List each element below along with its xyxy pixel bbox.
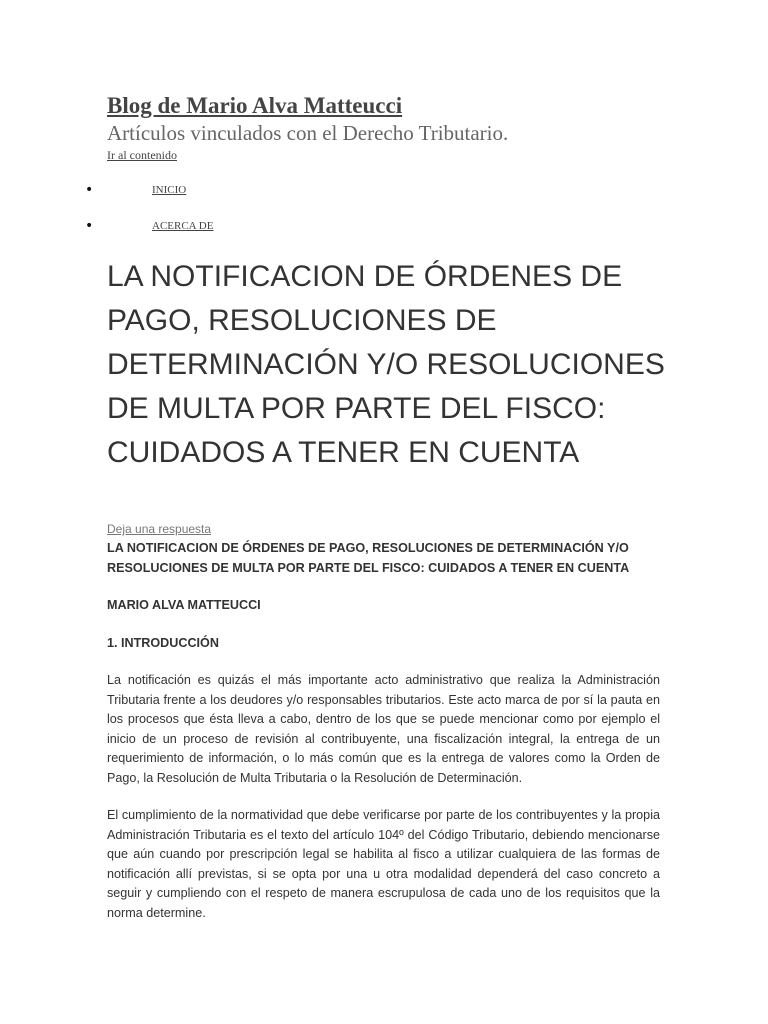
post-content-heading: LA NOTIFICACION DE ÓRDENES DE PAGO, RESOLUCIONES DE DETERMINACIÓN Y/O RESOLUCIONES DE MULTA POR PARTE DEL FISCO: CUIDADOS A TENER EN CUENTA	[107, 541, 630, 575]
post-title: LA NOTIFICACION DE ÓRDENES DE PAGO, RESOLUCIONES DE DETERMINACIÓN Y/O RESOLUCIONES DE MULTA POR PARTE DEL FISCO: CUIDADOS A TENER EN CUENTA	[107, 260, 665, 469]
skip-to-content-link[interactable]: Ir al contenido	[107, 148, 177, 162]
nav-item-acerca-de	[0, 216, 400, 236]
section-title: 1. INTRODUCCIÓN	[107, 635, 219, 650]
leave-reply-link[interactable]: Deja una respuesta	[107, 522, 212, 536]
blog-tagline: Artículos vinculados con el Derecho Tributario.	[107, 121, 509, 145]
nav-item-inicio	[0, 180, 400, 200]
bullet-icon: •	[85, 182, 94, 198]
bullet-icon: •	[85, 218, 94, 234]
paragraph: La notificación es quizás el más importante acto administrativo que realiza la Administración Tributaria frente a los deudores y/o responsables tributarios. Este acto marca de por sí la pauta en los procesos que ésta lleva a cabo, dentro de los que se puede mencionar como por ejemplo el inicio de un proceso de revisión al contribuyente, una fiscalización integral, la entrega de un requerimiento de información, o lo más común que es la entrega de valores como la Orden de Pago, la Resolución de Multa Tributaria o la Resolución de Determinación.	[107, 673, 660, 785]
post-content	[107, 539, 660, 941]
nav-link-acerca-de[interactable]: ACERCA DE	[152, 220, 214, 232]
post-author: MARIO ALVA MATTEUCCI	[107, 598, 261, 612]
nav-link-inicio[interactable]: INICIO	[152, 184, 187, 196]
paragraph: El cumplimiento de la normatividad que debe verificarse por parte de los contribuyentes y la propia Administración Tributaria es el texto del artículo 104º del Código Tributario, debiendo mencionarse que aún cuando por prescripción legal se habilita al fisco a utilizar cualquiera de las formas de notificación allí previstas, si se opta por una u otra modalidad dependerá del caso concreto a seguir y cumpliendo con el respeto de manera escrupulosa de cada uno de los requisitos que la norma determine.	[107, 808, 660, 920]
blog-title-link[interactable]: Blog de Mario Alva Matteucci	[107, 93, 403, 118]
